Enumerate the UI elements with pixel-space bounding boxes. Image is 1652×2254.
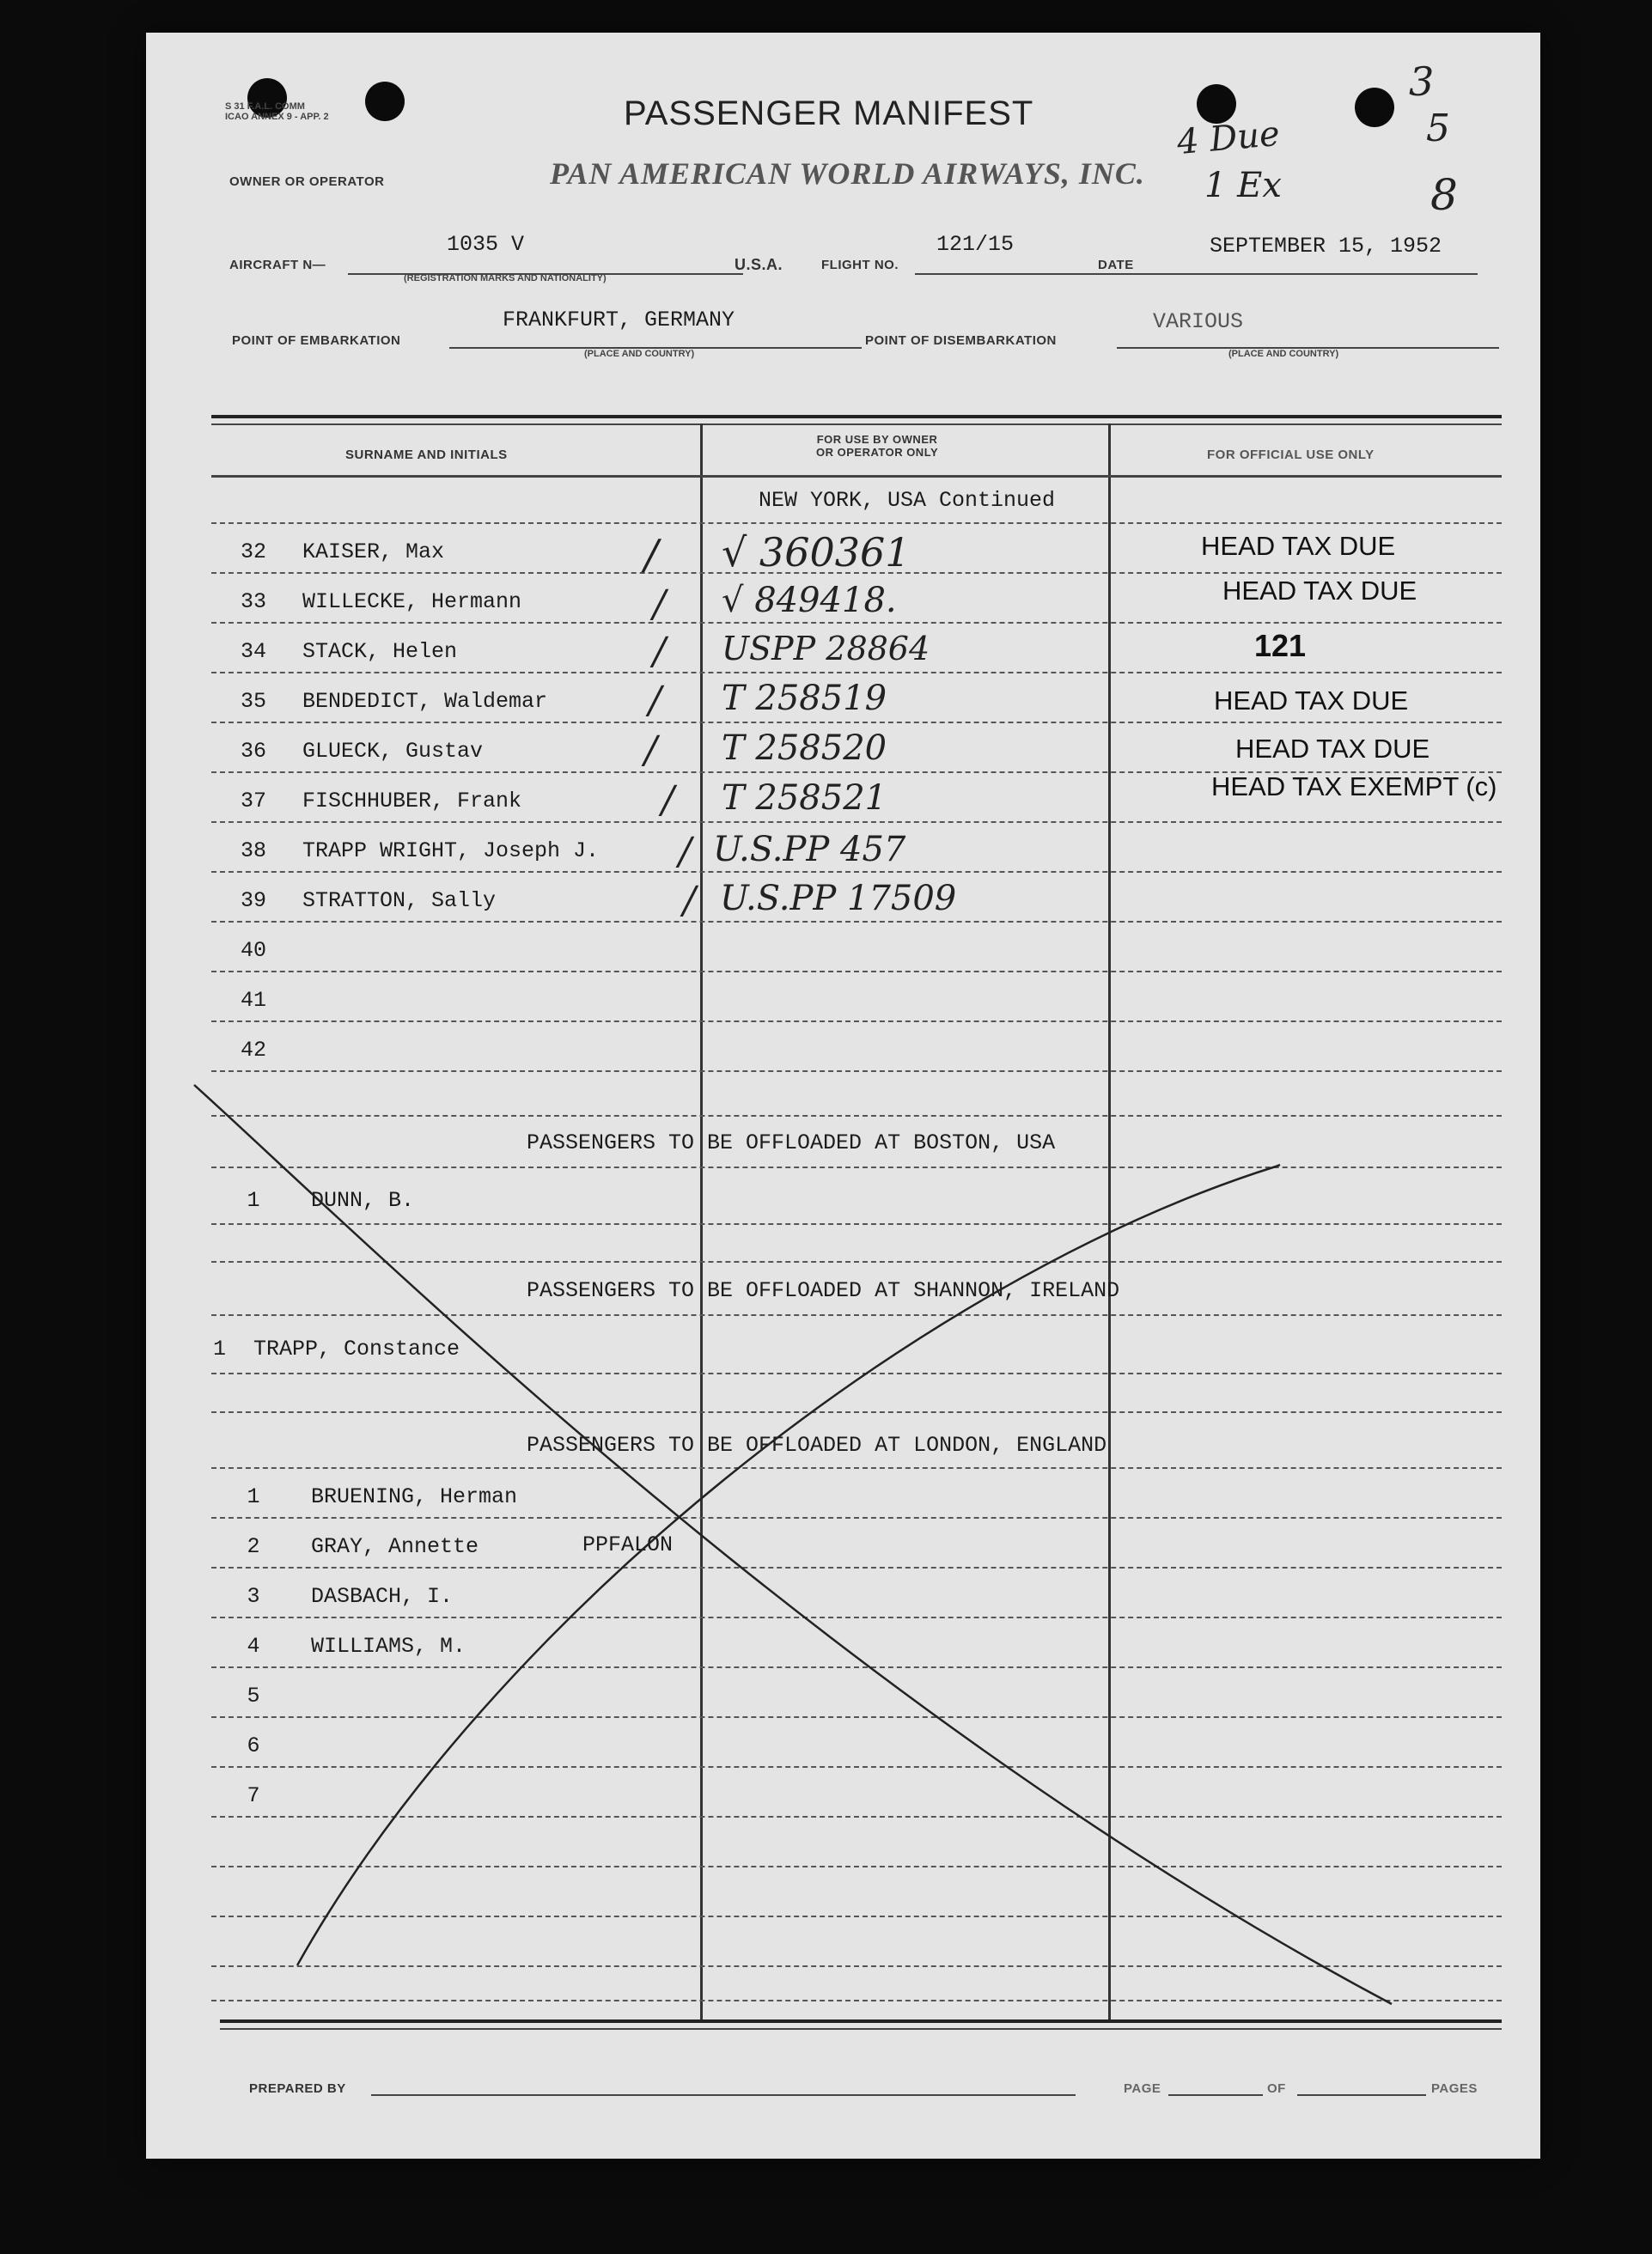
embarkation-value: FRANKFURT, GERMANY: [503, 308, 735, 332]
row-number: 40: [240, 938, 266, 963]
of-label: OF: [1267, 2081, 1286, 2096]
passenger-name: KAISER, Max: [302, 539, 445, 564]
cross-stroke: [194, 1085, 1392, 2004]
check-mark: /: [653, 630, 666, 673]
check-mark: /: [644, 728, 657, 772]
row-number: 6: [247, 1733, 260, 1758]
disembarkation-value: VARIOUS: [1153, 309, 1244, 334]
prepared-by-label: PREPARED BY: [249, 2081, 346, 2096]
column-header-official: FOR OFFICIAL USE ONLY: [1207, 448, 1375, 462]
row-number: 1: [247, 1188, 260, 1213]
owner-label: OWNER OR OPERATOR: [229, 174, 385, 189]
form-reference-line: S 31 F.A.L. COMM: [225, 101, 305, 112]
operator-name: PAN AMERICAN WORLD AIRWAYS, INC.: [550, 156, 1145, 191]
handwritten-ticket: T 258521: [722, 778, 887, 818]
passenger-name: TRAPP, Constance: [253, 1337, 460, 1362]
official-stamp: HEAD TAX DUE: [1214, 685, 1409, 716]
handwritten-ticket: U.S.PP 457: [713, 830, 906, 869]
form-title: PASSENGER MANIFEST: [624, 94, 1034, 132]
row-number: 2: [247, 1534, 260, 1559]
row-number: 36: [240, 739, 266, 764]
aircraft-label: AIRCRAFT N—: [229, 258, 326, 272]
section-heading-shannon: PASSENGERS TO BE OFFLOADED AT SHANNON, IRELAND: [527, 1278, 1120, 1303]
handwritten-ticket: √ 849418.: [722, 581, 897, 620]
column-header-surname: SURNAME AND INITIALS: [345, 448, 508, 462]
section-heading-london: PASSENGERS TO BE OFFLOADED AT LONDON, ENGLAND: [527, 1433, 1107, 1458]
row-number: 1: [247, 1484, 260, 1509]
passenger-name: BRUENING, Herman: [311, 1484, 518, 1509]
aircraft-value: 1035 V: [447, 232, 525, 257]
passenger-name: BENDEDICT, Waldemar: [302, 689, 548, 714]
handwritten-ticket: U.S.PP 17509: [720, 879, 957, 918]
row-number: 42: [240, 1038, 266, 1063]
official-stamp: 121: [1254, 628, 1307, 663]
disembarkation-label: POINT OF DISEMBARKATION: [865, 333, 1057, 348]
official-stamp: HEAD TAX DUE: [1235, 734, 1430, 764]
flight-value: 121/15: [936, 232, 1015, 257]
passenger-name: STACK, Helen: [302, 639, 458, 664]
handwritten-count: 8: [1430, 170, 1458, 220]
handwritten-ticket: T 258519: [722, 679, 887, 718]
handwritten-count: 5: [1426, 107, 1450, 150]
column-header-owner-line: FOR USE BY OWNER: [816, 433, 938, 446]
flight-label: FLIGHT NO.: [821, 258, 899, 272]
place-caption: (PLACE AND COUNTRY): [1228, 349, 1339, 359]
official-stamp: HEAD TAX DUE: [1201, 531, 1396, 561]
date-label: DATE: [1098, 258, 1134, 272]
row-number: 38: [240, 838, 266, 863]
passenger-name: FISCHHUBER, Frank: [302, 789, 522, 813]
column-header-owner-line: OR OPERATOR ONLY: [816, 446, 939, 459]
handwritten-count: 3: [1409, 58, 1435, 105]
official-stamp: HEAD TAX EXEMPT (c): [1211, 771, 1497, 801]
check-mark: /: [679, 830, 692, 874]
date-value: SEPTEMBER 15, 1952: [1210, 234, 1442, 259]
row-number: 1: [213, 1337, 227, 1362]
check-mark: /: [644, 531, 659, 579]
row-number: 41: [240, 988, 266, 1013]
usa-label: U.S.A.: [735, 256, 783, 273]
row-number: 4: [247, 1634, 260, 1659]
handwritten-ticket: USPP 28864: [722, 630, 930, 667]
passenger-name: GRAY, Annette: [311, 1534, 479, 1559]
handwritten-note: 4 Due: [1175, 113, 1282, 163]
row-number: 32: [240, 539, 266, 564]
passenger-name: DUNN, B.: [311, 1188, 415, 1213]
passenger-note: PPFALON: [582, 1532, 674, 1557]
row-number: 37: [240, 789, 266, 813]
check-mark: /: [653, 582, 666, 626]
passenger-name: STRATTON, Sally: [302, 888, 497, 913]
row-number: 34: [240, 639, 266, 664]
row-number: 39: [240, 888, 266, 913]
cross-stroke: [297, 1165, 1280, 1965]
passenger-name: WILLIAMS, M.: [311, 1634, 466, 1659]
row-number: 3: [247, 1584, 260, 1609]
section-continued: NEW YORK, USA Continued: [759, 488, 1056, 513]
passenger-name: TRAPP WRIGHT, Joseph J.: [302, 838, 600, 863]
handwritten-ticket: T 258520: [722, 728, 887, 768]
page-label: PAGE: [1124, 2081, 1161, 2096]
official-stamp: HEAD TAX DUE: [1222, 576, 1417, 606]
section-heading-boston: PASSENGERS TO BE OFFLOADED AT BOSTON, USA: [527, 1130, 1056, 1155]
embarkation-label: POINT OF EMBARKATION: [232, 333, 401, 348]
pages-label: PAGES: [1431, 2081, 1478, 2096]
passenger-name: DASBACH, I.: [311, 1584, 454, 1609]
row-number: 33: [240, 589, 266, 614]
check-mark: /: [683, 879, 696, 923]
check-mark: /: [661, 778, 674, 822]
row-number: 7: [247, 1783, 260, 1808]
passenger-name: WILLECKE, Hermann: [302, 589, 522, 614]
row-number: 5: [247, 1684, 260, 1709]
handwritten-ticket: √ 360361: [722, 529, 911, 576]
row-number: 35: [240, 689, 266, 714]
check-mark: /: [649, 679, 661, 722]
form-reference-line: ICAO ANNEX 9 - APP. 2: [225, 112, 329, 122]
registration-caption: (REGISTRATION MARKS AND NATIONALITY): [404, 273, 607, 283]
cancellation-cross: [146, 33, 1540, 2159]
handwritten-note: 1 Ex: [1204, 166, 1282, 205]
passenger-name: GLUECK, Gustav: [302, 739, 484, 764]
manifest-page: [146, 33, 1540, 2159]
place-caption: (PLACE AND COUNTRY): [584, 349, 695, 359]
